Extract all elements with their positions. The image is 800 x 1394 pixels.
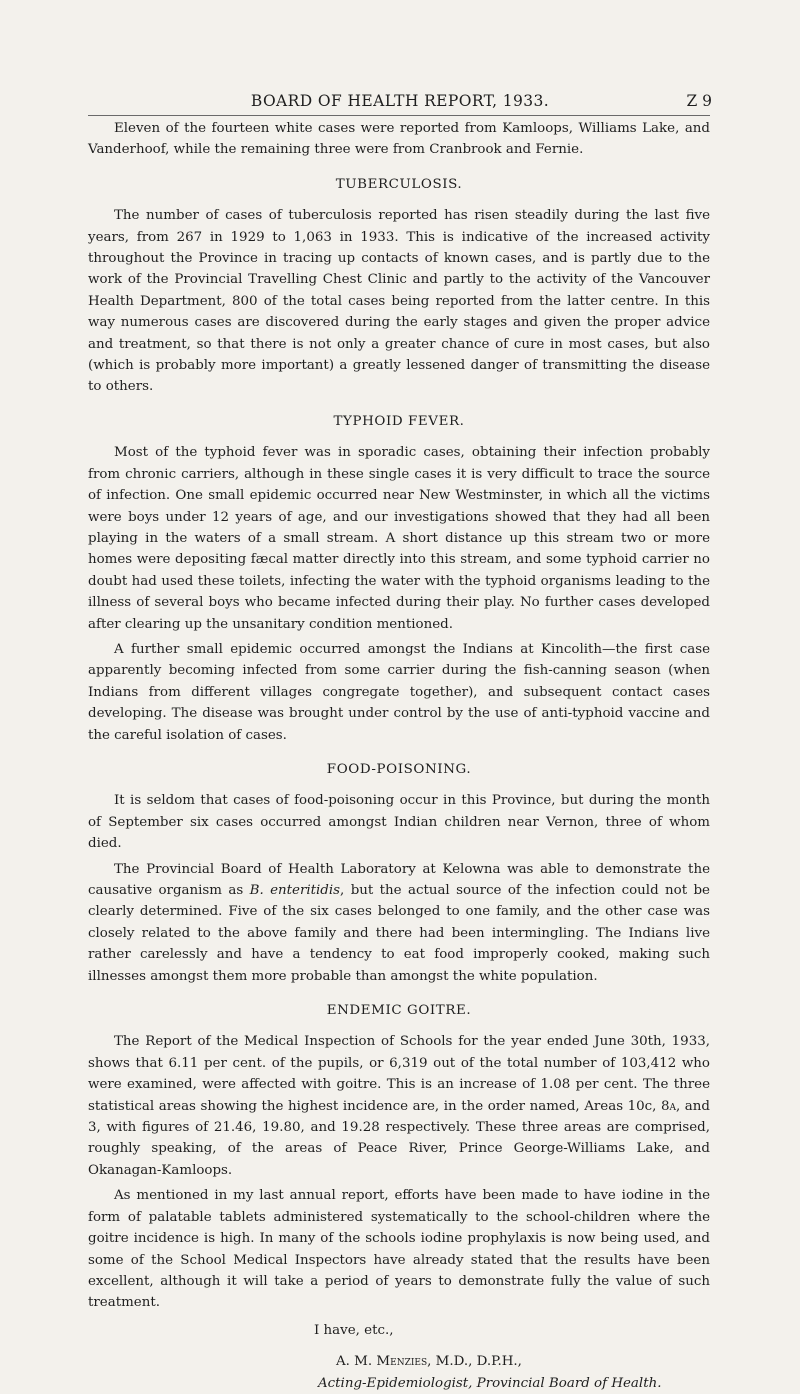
text-run: The Report of the Medical Inspection of Schools for the year ended June 30th, 1933, shows that 6.11 per cent. of the pupils, or 6,319 out of the total number of 103,412 who were examined, were affected with goitre. This is an increase of 1.08 per cent. The three statistical areas showing the highest incidence are, in the order named, Areas 10c, <box>88 1034 710 1114</box>
text-run: The Provincial Board of Health Laboratory at Kelowna was able to demonstrate the causative organism as <box>88 861 710 898</box>
paragraph-goitre-1 <box>88 1031 710 1181</box>
signature <box>336 1351 710 1372</box>
paragraph-typhoid-2: A further small epidemic occurred amongst the Indians at Kincolith—the first case apparently becoming infected from some carrier during the fish-canning season (when Indians from different villages congregate together), and subsequent contact cases developing. The disease was brought under control by the use of anti-typhoid vaccine and the careful isolation of cases. <box>88 641 710 743</box>
area-code: 8a <box>660 1098 676 1114</box>
text-run: , and 3, with figures of 21.46, 19.80, and 19.28 respectively. These three areas are comprised, roughly speaking, of the areas of Peace River, Prince George-Williams Lake, and Okanagan-Kamloops. <box>88 1098 710 1178</box>
paragraph-tuberculosis: The number of cases of tuberculosis reported has risen steadily during the last five years, from 267 in 1929 to 1,063 in 1933. This is indicative of the increased activity throughout the Province in tracing up contacts of known cases, and is partly due to the work of the Provincial Travelling Chest Clinic and partly to the activity of the Vancouver Health Department, 800 of the total cases being reported from the latter centre. In this way numerous cases are discovered during the early stages and given the proper advice and treatment, so that there is not only a greater chance of cure in most cases, but also (which is probably more important) a greatly lessened danger of transmitting the disease to others. <box>88 208 710 395</box>
section-heading-tuberculosis: TUBERCULOSIS. <box>335 176 463 192</box>
paragraph-typhoid-1: Most of the typhoid fever was in sporadic cases, obtaining their infection probably from chronic carriers, although in these single cases it is very difficult to trace the source of infection. One small epidemic occurred near New Westminster, in which all the victims were boys under 12 years of age, and our investigations showed that they had all been playing in the waters of a small stream. A short distance up this stream two or more homes were depositing fæcal matter directly into this stream, and some typhoid carrier no doubt had used these toilets, infecting the water with the typhoid organisms leading to the illness of several boys who became infected during their play. No further cases developed after clearing up the unsanitary condition mentioned. <box>88 445 710 632</box>
section-heading-food-poisoning: FOOD-POISONING. <box>326 761 472 777</box>
closing-line: I have, etc., <box>314 1322 394 1338</box>
paragraph-food-poisoning-2 <box>88 859 710 987</box>
header-title: BOARD OF HEALTH REPORT, 1933. <box>250 92 550 110</box>
header-rule <box>88 115 710 116</box>
signature-initials: A. M. <box>336 1354 377 1370</box>
page-number: Z 9 <box>686 92 712 110</box>
organism-name: B. enteritidis <box>249 883 341 898</box>
report-body <box>88 118 710 1394</box>
section-heading-typhoid: TYPHOID FEVER. <box>333 413 465 429</box>
intro-paragraph: Eleven of the fourteen white cases were reported from Kamloops, Williams Lake, and Vanderhoof, while the remaining three were from Cranbrook and Fernie. <box>88 121 710 158</box>
text-run: , but the actual source of the infection could not be clearly determined. Five of the six cases belonged to one family, and the other case was closely related to the above family and there had been intermingling. The Indians live rather carelessly and have a tendency to eat food improperly cooked, making such illnesses amongst them more probable than amongst the white population. <box>88 883 710 984</box>
running-header <box>0 92 800 114</box>
paragraph-goitre-2: As mentioned in my last annual report, efforts have been made to have iodine in the form of palatable tablets administered systematically to the school-children where the goitre incidence is high. In many of the schools iodine prophylaxis is now being used, and some of the School Medical Inspectors have already stated that the results have been excellent, although it will take a period of years to demonstrate fully the value of such treatment. <box>88 1188 710 1311</box>
signature-title: Acting-Epidemiologist, Provincial Board of Health. <box>318 1375 662 1391</box>
signature-surname: Menzies <box>376 1354 428 1370</box>
section-heading-goitre: ENDEMIC GOITRE. <box>326 1003 472 1019</box>
paragraph-food-poisoning-1: It is seldom that cases of food-poisoning occur in this Province, but during the month of September six cases occurred amongst Indian children near Vernon, three of whom died. <box>88 793 710 852</box>
signature-degrees: , M.D., D.P.H., <box>427 1354 522 1370</box>
